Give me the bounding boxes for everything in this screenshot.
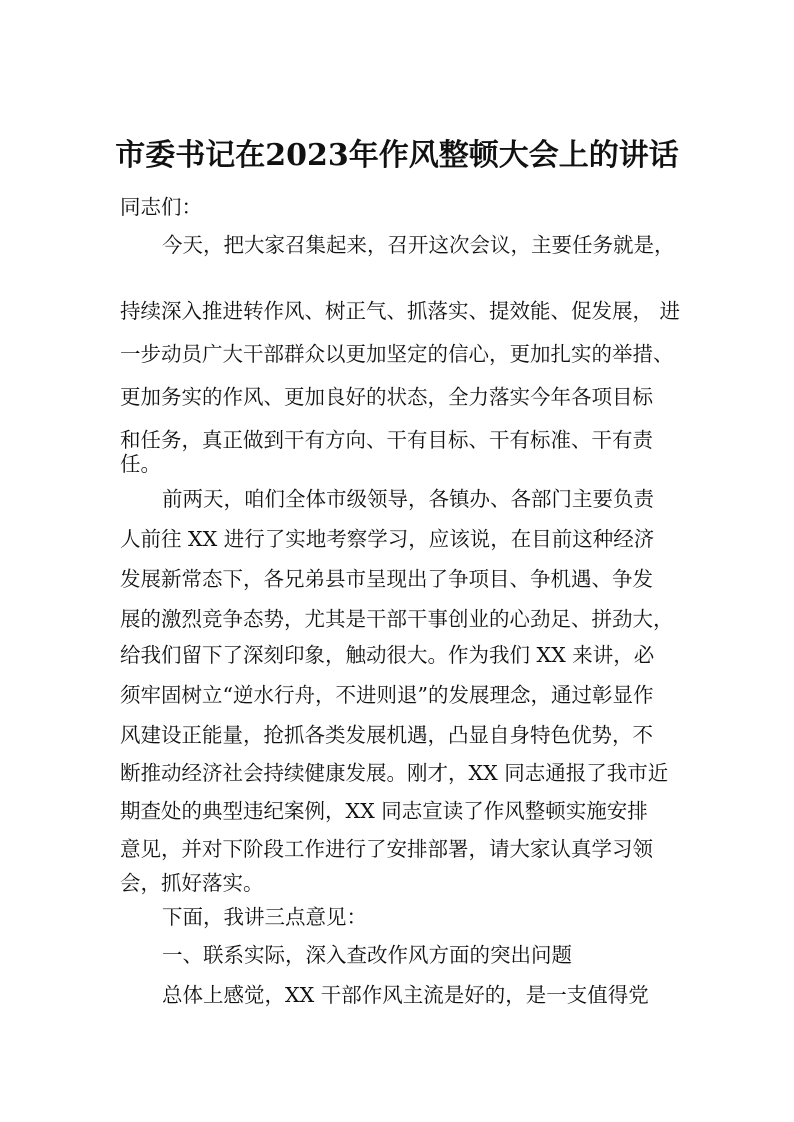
text-line: 展的激烈竞争态势，尤其是干部干事创业的心劲足、拼劲大， xyxy=(120,607,674,631)
text-line: 持续深入推进转作风、树正气、抓落实、提效能、促发展， 进 xyxy=(120,299,681,323)
text-line: 一、联系实际，深入查改作风方面的突出问题 xyxy=(162,943,572,967)
text-line: 发展新常态下，各兄弟县市呈现出了争项目、争机遇、争发 xyxy=(120,567,653,591)
text-line: 人前往 XX 进行了实地考察学习，应该说，在目前这种经济 xyxy=(120,527,655,551)
text-line: 更加务实的作风、更加良好的状态，全力落实今年各项目标 xyxy=(120,385,653,409)
text-line: 今天，把大家召集起来，召开这次会议，主要任务就是， xyxy=(162,233,675,257)
text-line: 给我们留下了深刻印象，触动很大。作为我们 XX 来讲，必 xyxy=(120,643,655,667)
text-line: 总体上感觉，XX 干部作风主流是好的，是一支值得党 xyxy=(162,983,649,1007)
text-line: 会，抓好落实。 xyxy=(120,871,264,895)
text-line: 前两天，咱们全体市级领导，各镇办、各部门主要负责 xyxy=(162,487,654,511)
document-title: 市委书记在2023年作风整顿大会上的讲话 xyxy=(115,138,679,173)
text-line: 期查处的典型违纪案例，XX 同志宣读了作风整顿实施安排 xyxy=(120,799,648,823)
text-line: 同志们： xyxy=(120,195,202,219)
text-line: 和任务，真正做到干有方向、干有目标、干有标准、干有责 xyxy=(120,428,653,452)
text-line: 任。 xyxy=(120,452,161,476)
text-line: 风建设正能量，抢抓各类发展机遇，凸显自身特色优势，不 xyxy=(120,723,653,747)
text-line: 意见，并对下阶段工作进行了安排部署，请大家认真学习领 xyxy=(120,837,653,861)
text-line: 断推动经济社会持续健康发展。刚才，XX 同志通报了我市近 xyxy=(120,761,669,785)
text-line: 下面，我讲三点意见： xyxy=(162,905,367,929)
text-line: 须牢固树立“逆水行舟，不进则退”的发展理念，通过彰显作 xyxy=(120,683,654,707)
text-line: 一步动员广大干部群众以更加坚定的信心，更加扎实的举措、 xyxy=(120,342,674,366)
